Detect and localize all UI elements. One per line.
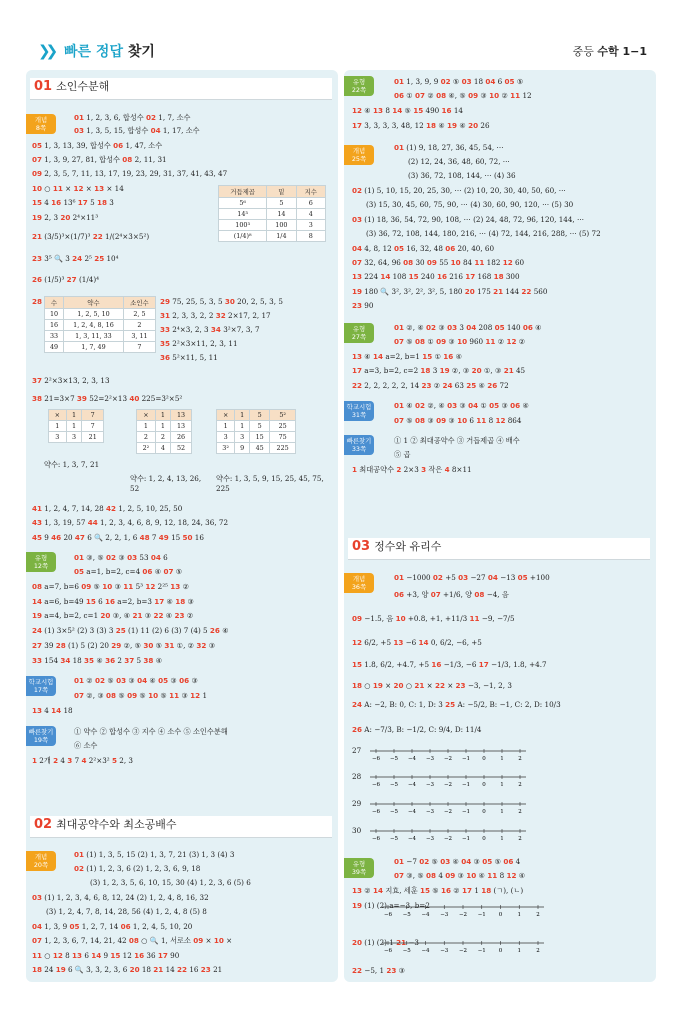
table-cell: 1 xyxy=(155,410,170,421)
answer-line: 13 ④ 14 a=2, b=1 15 ① 16 ④ xyxy=(352,352,463,361)
tick-label: −6 xyxy=(371,809,381,815)
answer-line: 01 ② 02 ⑤ 03 ③ 04 ④ 05 ③ 06 ③ xyxy=(74,676,198,685)
answer-line: 04 4, 8, 12 05 16, 32, 48 06 20, 40, 60 xyxy=(352,244,495,253)
table-cell: 소인수 xyxy=(123,297,155,309)
tick-label: −3 xyxy=(425,756,435,762)
table-row xyxy=(49,421,104,432)
tag-concept-8: 개념 8쪽 xyxy=(26,114,56,134)
table-row xyxy=(45,309,156,320)
tick-label: 0 xyxy=(482,836,486,842)
tick-label: 0 xyxy=(498,948,503,954)
number-line-30 xyxy=(368,822,528,844)
answer-line: 17 a=3, b=2, c=2 18 3 19 ②, ③ 20 ①, ③ 21 45 xyxy=(352,366,526,375)
answer-line: 19 (1) (2) a=−3, b=2 xyxy=(352,901,430,910)
table-cell: 5⁶ xyxy=(219,198,267,209)
table-cell: 15 xyxy=(250,432,270,443)
table-cell: 3 xyxy=(296,220,326,231)
table-cell: 1, 7, 49 xyxy=(64,342,124,353)
answer-line: 08 a=7, b=6 09 ⑤ 10 ③ 11 5³ 12 2²⁵ 13 ② xyxy=(32,582,190,591)
tick-label: 0 xyxy=(498,912,503,918)
tick-label: −4 xyxy=(421,948,430,954)
answer-line: 02 (1) 1, 2, 3, 6 (2) 1, 2, 3, 6, 9, 18 xyxy=(74,864,201,873)
answer-line: 02 (1) 5, 10, 15, 20, 25, 30, ⋯ (2) 10, 20, 30, 40, 50, 60, ⋯ xyxy=(352,186,566,195)
answer-line: 21 (3/5)³×(1/7)³ 22 1/(2⁴×3×5²) xyxy=(32,232,150,241)
answer-line: 23 90 xyxy=(352,301,374,310)
table-row xyxy=(219,231,326,242)
tick-label: 2 xyxy=(518,836,522,842)
table-38 xyxy=(48,409,104,443)
table-cell: 3² xyxy=(217,443,235,454)
table-cell: 13 xyxy=(171,410,192,421)
tag-quick-19: 빠른찾기 19쪽 xyxy=(26,726,56,746)
answer-line: 30 xyxy=(352,826,362,835)
answer-line: 01 1, 2, 3, 6, 합성수 02 1, 7, 소수 xyxy=(74,113,191,122)
table-cell: 26 xyxy=(171,432,192,443)
table-divisors xyxy=(44,296,156,353)
number-line-27 xyxy=(368,742,528,764)
tick-label: −2 xyxy=(458,912,468,918)
table-cell: 2 xyxy=(137,432,156,443)
answer-line: 03 1, 3, 5, 15, 합성수 04 1, 17, 소수 xyxy=(74,126,200,135)
tick-label: 0 xyxy=(482,756,486,762)
table-cell: 75 xyxy=(270,432,296,443)
tick-label: 2 xyxy=(518,756,522,762)
answer-line: 1 2개 2 4 3 7 4 2²×3² 5 2, 3 xyxy=(32,756,133,765)
table-cell: 14³ xyxy=(219,209,267,220)
answer-line: 29 xyxy=(352,799,362,808)
tag-quick-33: 빠른찾기 33쪽 xyxy=(344,435,374,455)
table-cell: 2 xyxy=(155,432,170,443)
answer-line: 19 a=4, b=2, c=1 20 ③, ④ 21 ③ 22 ④ 23 ② xyxy=(32,611,194,620)
tick-label: −5 xyxy=(402,912,411,918)
answer-line: 01 (1) 9, 18, 27, 36, 45, 54, ⋯ xyxy=(394,143,504,152)
table-row xyxy=(219,209,326,220)
answer-line: (2) 12, 24, 36, 48, 60, 72, ⋯ xyxy=(408,157,510,166)
tick-label: −1 xyxy=(461,836,471,842)
tick-label: 2 xyxy=(518,782,522,788)
answer-line: 15 4 16 13⁶ 17 5 18 3 xyxy=(32,198,114,207)
table-cell: 1 xyxy=(235,421,250,432)
table-row xyxy=(45,320,156,331)
table-39 xyxy=(136,409,192,454)
answer-line: 07 ②, ③ 08 ⑤ 09 ⑤ 10 ⑤ 11 ③ 12 1 xyxy=(74,691,208,700)
tick-label: −4 xyxy=(421,912,430,918)
answer-line: 07 ③, ⑤ 08 4 09 ③ 10 ④ 11 8 12 ④ xyxy=(394,871,526,880)
answer-line: 07 1, 2, 3, 6, 7, 14, 21, 42 08 ○ 🔍 1, 서로소 09 × 10 × xyxy=(32,936,233,945)
divisor-list-40: 약수: 1, 3, 5, 9, 15, 25, 45, 75, 225 xyxy=(216,474,324,493)
answer-line: 28 xyxy=(352,772,362,781)
answer-line: 06 +3, 양 07 +1/6, 양 08 −4, 음 xyxy=(394,590,509,599)
table-cell: 3 xyxy=(217,432,235,443)
tick-label: 2 xyxy=(536,912,540,918)
table-header xyxy=(49,410,104,421)
table-cell: 49 xyxy=(45,342,64,353)
answer-line: 03 (1) 1, 2, 3, 4, 6, 8, 12, 24 (2) 1, 2, 4, 8, 16, 32 xyxy=(32,893,209,902)
subject-label: 중등 수학 1−1 xyxy=(572,45,647,58)
chevron-right-icon: ❯❯ xyxy=(38,42,54,60)
tick-label: −3 xyxy=(440,912,449,918)
answer-line: 19 180 🔍 3², 3², 2², 3², 5, 180 20 175 21 144 22 560 xyxy=(352,287,548,296)
table-cell: (1/4)⁸ xyxy=(219,231,267,242)
answer-line: 37 2²×3×13, 2, 3, 13 xyxy=(32,376,110,385)
answer-line: 28 xyxy=(32,297,43,306)
answer-line: 04 1, 3, 9 05 1, 2, 7, 14 06 1, 2, 4, 5, 10, 20 xyxy=(32,922,193,931)
table-cell: 1 xyxy=(49,421,67,432)
table-cell: 거듭제곱 xyxy=(219,186,267,198)
tick-label: 0 xyxy=(482,782,486,788)
tick-label: −4 xyxy=(407,782,417,788)
tick-label: 0 xyxy=(482,809,486,815)
table-cell: 45 xyxy=(250,443,270,454)
answer-line: (3) 1, 2, 4, 7, 8, 14, 28, 56 (4) 1, 2, 4, 8 (5) 8 xyxy=(46,907,207,916)
table-header xyxy=(217,410,296,421)
answer-line: 11 ○ 12 8 13 6 14 9 15 12 16 36 17 90 xyxy=(32,951,180,960)
page-header xyxy=(38,40,647,60)
tick-label: −5 xyxy=(389,782,399,788)
table-cell: 5² xyxy=(270,410,296,421)
table-cell: 1/4 xyxy=(267,231,296,242)
answer-line: 09 −1.5, 음 10 +0.8, +1, +11/3 11 −9, −7/5 xyxy=(352,614,515,623)
answer-line: (3) 1, 2, 3, 5, 6, 10, 15, 30 (4) 1, 2, 3, 6 (5) 6 xyxy=(90,878,251,887)
table-cell: 5 xyxy=(250,410,270,421)
number-line-19 xyxy=(380,898,546,920)
table-cell: 밑 xyxy=(267,186,296,198)
answer-line: 01 ④ 02 ②, ④ 03 ③ 04 ① 05 ③ 06 ④ xyxy=(394,401,529,410)
answer-line: 01 −1000 02 +5 03 −27 04 −13 05 +100 xyxy=(394,573,550,582)
table-row xyxy=(45,342,156,353)
tick-label: −2 xyxy=(443,809,453,815)
answer-line: ⑥ 소수 xyxy=(74,741,98,750)
table-cell: 100³ xyxy=(219,220,267,231)
table-cell: 7 xyxy=(123,342,155,353)
tag-type-27: 유형 27쪽 xyxy=(344,323,374,343)
table-cell: × xyxy=(137,410,156,421)
table-row xyxy=(219,220,326,231)
table-40 xyxy=(216,409,296,454)
answer-line: 18 ○ 19 × 20 ○ 21 × 22 × 23 −3, −1, 2, 3 xyxy=(352,681,512,690)
table-cell: 14 xyxy=(267,209,296,220)
divisor-list-39: 약수: 1, 2, 4, 13, 26, 52 xyxy=(130,474,202,493)
answer-line: 05 1, 3, 13, 39, 합성수 06 1, 47, 소수 xyxy=(32,141,163,150)
number-line-28 xyxy=(368,768,528,790)
table-cell: 6 xyxy=(296,198,326,209)
answer-line: 01 1, 3, 9, 9 02 ⑤ 03 18 04 6 05 ⑤ xyxy=(394,77,524,86)
tick-label: −6 xyxy=(383,912,393,918)
tag-type-22: 유형 22쪽 xyxy=(344,76,374,96)
table-cell: 1 xyxy=(137,421,156,432)
tick-label: 1 xyxy=(500,756,504,762)
answer-line: 14 a=6, b=49 15 6 16 a=2, b=3 17 ④ 18 ③ xyxy=(32,597,194,606)
table-cell: 1 xyxy=(66,421,82,432)
tick-label: 2 xyxy=(536,948,540,954)
tick-label: −1 xyxy=(461,809,471,815)
answer-line: 23 3⁵ 🔍 3 24 2⁵ 25 10⁴ xyxy=(32,254,119,263)
tick-label: −5 xyxy=(389,809,399,815)
tick-label: −1 xyxy=(461,782,471,788)
table-row xyxy=(219,198,326,209)
table-cell: 3 xyxy=(66,432,82,443)
answer-line: 24 (1) 3×5² (2) 3 (3) 3 25 (1) 11 (2) 6 (3) 7 (4) 5 26 ④ xyxy=(32,626,229,635)
table-cell: 7 xyxy=(82,421,104,432)
answer-line: 1 최대공약수 2 2×3 3 작은 4 8×11 xyxy=(352,465,472,474)
table-cell: 2, 5 xyxy=(123,309,155,320)
page-title: 빠른 정답 찾기 xyxy=(64,44,155,60)
table-cell: 3 xyxy=(49,432,67,443)
table-header xyxy=(137,410,192,421)
answer-line: 03 (1) 18, 36, 54, 72, 90, 108, ⋯ (2) 24, 48, 72, 96, 120, 144, ⋯ xyxy=(352,215,585,224)
table-row xyxy=(49,432,104,443)
answer-line: ① 1 ② 최대공약수 ③ 거듭제곱 ④ 배수 xyxy=(394,436,520,445)
table-cell: 5 xyxy=(267,198,296,209)
table-cell: 1 xyxy=(217,421,235,432)
answer-line: 10 ○ 11 × 12 × 13 × 14 xyxy=(32,184,124,193)
tick-label: −5 xyxy=(389,756,399,762)
table-cell: 10 xyxy=(45,309,64,320)
table-cell: 2² xyxy=(137,443,156,454)
table-powers xyxy=(218,185,326,242)
table-cell: 4 xyxy=(155,443,170,454)
tick-label: 1 xyxy=(500,836,504,842)
table-row xyxy=(217,432,296,443)
divisor-list-38: 약수: 1, 3, 7, 21 xyxy=(44,460,100,469)
tick-label: −3 xyxy=(440,948,449,954)
table-cell: 1, 3, 11, 33 xyxy=(64,331,124,342)
answer-line: 35 2²×3×11, 2, 3, 11 xyxy=(160,339,238,348)
section-02-title: 02 최대공약수와 최소공배수 xyxy=(30,816,332,838)
tag-test-31: 학교시험 31쪽 xyxy=(344,401,374,421)
table-cell: 지수 xyxy=(296,186,326,198)
tick-label: −2 xyxy=(443,756,453,762)
answer-line: 19 2, 3 20 2⁴×11³ xyxy=(32,213,99,222)
tick-label: −6 xyxy=(371,782,381,788)
answer-line: 22 2, 2, 2, 2, 2, 14 23 ② 24 63 25 ④ 26 72 xyxy=(352,381,509,390)
tag-concept-36: 개념 36쪽 xyxy=(344,573,374,593)
table-header xyxy=(45,297,156,309)
tick-label: −3 xyxy=(425,836,435,842)
tick-label: −6 xyxy=(371,836,381,842)
tag-type-12: 유형 12쪽 xyxy=(26,552,56,572)
table-cell: 5 xyxy=(250,421,270,432)
section-03-title: 03 정수와 유리수 xyxy=(348,538,650,560)
table-cell: 8 xyxy=(296,231,326,242)
tag-concept-25: 개념 25쪽 xyxy=(344,145,374,165)
answer-line: 07 ⑤ 08 ③ 09 ③ 10 6 11 8 12 864 xyxy=(394,416,522,425)
tick-label: −6 xyxy=(371,756,381,762)
table-cell: 13 xyxy=(171,421,192,432)
answer-line: 43 1, 3, 19, 57 44 1, 2, 3, 4, 6, 8, 9, 12, 18, 24, 36, 72 xyxy=(32,518,229,527)
answer-line: 01 ③, ⑤ 02 ③ 03 53 04 6 xyxy=(74,553,168,562)
answer-line: 31 2, 3, 3, 2, 2 32 2×17, 2, 17 xyxy=(160,311,271,320)
tick-label: −1 xyxy=(461,756,471,762)
answer-line: 13 ② 14 지효, 세훈 15 ⑤ 16 ② 17 1 18 (ㄱ), (ㄴ) xyxy=(352,886,524,895)
answer-line: 13 4 14 18 xyxy=(32,706,73,715)
tick-label: −2 xyxy=(443,836,453,842)
answer-line: 27 39 28 (1) 5 (2) 20 29 ②, ⑤ 30 ⑤ 31 ①, ② 32 ③ xyxy=(32,641,216,650)
answer-line: ① 약수 ② 합성수 ③ 지수 ④ 소수 ⑤ 소인수분해 xyxy=(74,727,228,736)
answer-line: 24 A: −2, B: 0, C: 1, D: 3 25 A: −5/2, B: −1, C: 2, D: 10/3 xyxy=(352,700,561,709)
table-cell: 1, 2, 4, 8, 16 xyxy=(64,320,124,331)
answer-line: 01 ②, ④ 02 ③ 03 3 04 208 05 140 06 ④ xyxy=(394,323,542,332)
answer-line: 33 2⁴×3, 2, 3 34 3²×7, 3, 7 xyxy=(160,325,260,334)
answer-line: 15 1.8, 6/2, +4.7, +5 16 −1/3, −6 17 −1/3, 1.8, +4.7 xyxy=(352,660,547,669)
table-row xyxy=(217,421,296,432)
table-row xyxy=(137,421,192,432)
table-row xyxy=(137,443,192,454)
answer-line: 09 2, 3, 5, 7, 11, 13, 17, 19, 23, 29, 31, 37, 41, 43, 47 xyxy=(32,169,228,178)
table-row xyxy=(137,432,192,443)
answer-line: (3) 36, 72, 108, 144, ⋯ (4) 36 xyxy=(408,171,516,180)
table-cell: 3, 11 xyxy=(123,331,155,342)
tick-label: −4 xyxy=(407,809,417,815)
answer-line: 07 1, 3, 9, 27, 81, 합성수 08 2, 11, 31 xyxy=(32,155,167,164)
answer-line: 17 3, 3, 3, 3, 48, 12 18 ④ 19 ④ 20 26 xyxy=(352,121,490,130)
tick-label: −5 xyxy=(389,836,399,842)
tick-label: −5 xyxy=(402,948,411,954)
section-01-title: 01 소인수분해 xyxy=(30,78,332,100)
number-line-20 xyxy=(380,934,546,956)
answer-line: 27 xyxy=(352,746,362,755)
tick-label: −1 xyxy=(477,912,486,918)
answer-line: 01 (1) 1, 3, 5, 15 (2) 1, 3, 7, 21 (3) 1, 3 (4) 3 xyxy=(74,850,235,859)
table-cell: 52 xyxy=(171,443,192,454)
answer-line: 05 a=1, b=2, c=4 06 ④ 07 ⑤ xyxy=(74,567,183,576)
answer-line: 22 −5, 1 23 ③ xyxy=(352,966,406,975)
answer-line: 13 224 14 108 15 240 16 216 17 168 18 300 xyxy=(352,272,520,281)
table-cell: 9 xyxy=(235,443,250,454)
answer-line: 29 75, 25, 5, 3, 5 30 20, 2, 5, 3, 5 xyxy=(160,297,283,306)
answer-line: 26 (1/5)³ 27 (1/4)⁴ xyxy=(32,275,100,284)
table-cell: 21 xyxy=(82,432,104,443)
answer-line: 26 A: −7/3, B: −1/2, C: 9/4, D: 11/4 xyxy=(352,725,482,734)
table-cell: 4 xyxy=(296,209,326,220)
answer-line: 06 ① 07 ② 08 ④, ⑤ 09 ③ 10 ② 11 12 xyxy=(394,91,532,100)
table-cell: 225 xyxy=(270,443,296,454)
tick-label: −4 xyxy=(407,836,417,842)
table-cell: × xyxy=(49,410,67,421)
answer-line: 12 6/2, +5 13 −6 14 0, 6/2, −6, +5 xyxy=(352,638,482,647)
table-cell: 약수 xyxy=(64,297,124,309)
table-row xyxy=(45,331,156,342)
table-row xyxy=(217,443,296,454)
answer-line: 33 154 34 18 35 ④ 36 2 37 5 38 ④ xyxy=(32,656,163,665)
answer-line: (3) 36, 72, 108, 144, 180, 216, ⋯ (4) 72, 144, 216, 288, ⋯ (5) 72 xyxy=(366,229,601,238)
answer-line: 38 21=3×7 39 52=2²×13 40 225=3²×5² xyxy=(32,394,183,403)
tick-label: 1 xyxy=(517,948,521,954)
table-cell: 33 xyxy=(45,331,64,342)
answer-line: 07 ⑤ 08 ① 09 ③ 10 960 11 ② 12 ② xyxy=(394,337,526,346)
table-cell: 2 xyxy=(123,320,155,331)
answer-line: 45 9 46 20 47 6 🔍 2, 2, 1, 6 48 7 49 15 50 16 xyxy=(32,533,204,542)
table-cell: 7 xyxy=(82,410,104,421)
table-cell: 1, 2, 5, 10 xyxy=(64,309,124,320)
tag-test-17: 학교시험 17쪽 xyxy=(26,676,56,696)
tick-label: 2 xyxy=(518,809,522,815)
tick-label: 1 xyxy=(517,912,521,918)
answer-line: 07 32, 64, 96 08 30 09 55 10 84 11 182 12 60 xyxy=(352,258,525,267)
table-cell: 1 xyxy=(235,410,250,421)
table-cell: 1 xyxy=(155,421,170,432)
tick-label: 1 xyxy=(500,782,504,788)
tick-label: −3 xyxy=(425,782,435,788)
table-cell: 수 xyxy=(45,297,64,309)
number-line-29 xyxy=(368,795,528,817)
tick-label: −6 xyxy=(383,948,393,954)
table-cell: 3 xyxy=(235,432,250,443)
table-cell: 25 xyxy=(270,421,296,432)
tick-label: −3 xyxy=(425,809,435,815)
tick-label: −1 xyxy=(477,948,486,954)
table-cell: × xyxy=(217,410,235,421)
answer-line: 12 ④ 13 8 14 ⑤ 15 490 16 14 xyxy=(352,106,463,115)
answer-line: 01 −7 02 ⑤ 03 ④ 04 ③ 05 ⑤ 06 4 xyxy=(394,857,521,866)
table-cell: 100 xyxy=(267,220,296,231)
answer-line: 20 (1) (2) 1 21 −3 xyxy=(352,938,419,947)
tick-label: −2 xyxy=(458,948,468,954)
tick-label: −2 xyxy=(443,782,453,788)
tick-label: 1 xyxy=(500,809,504,815)
table-header xyxy=(219,186,326,198)
tick-label: −4 xyxy=(407,756,417,762)
answer-line: ⑤ 곱 xyxy=(394,450,411,459)
answer-line: 36 5²×11, 5, 11 xyxy=(160,353,218,362)
answer-line: 41 1, 2, 4, 7, 14, 28 42 1, 2, 5, 10, 25, 50 xyxy=(32,504,183,513)
tag-type-39: 유형 39쪽 xyxy=(344,858,374,878)
table-cell: 1 xyxy=(66,410,82,421)
tag-concept-20: 개념 20쪽 xyxy=(26,851,56,871)
table-cell: 16 xyxy=(45,320,64,331)
answer-line: 18 24 19 6 🔍 3, 3, 2, 3, 6 20 18 21 14 22 16 23 21 xyxy=(32,965,223,974)
answer-line: (3) 15, 30, 45, 60, 75, 90, ⋯ (4) 30, 60, 90, 120, ⋯ (5) 30 xyxy=(366,200,574,209)
